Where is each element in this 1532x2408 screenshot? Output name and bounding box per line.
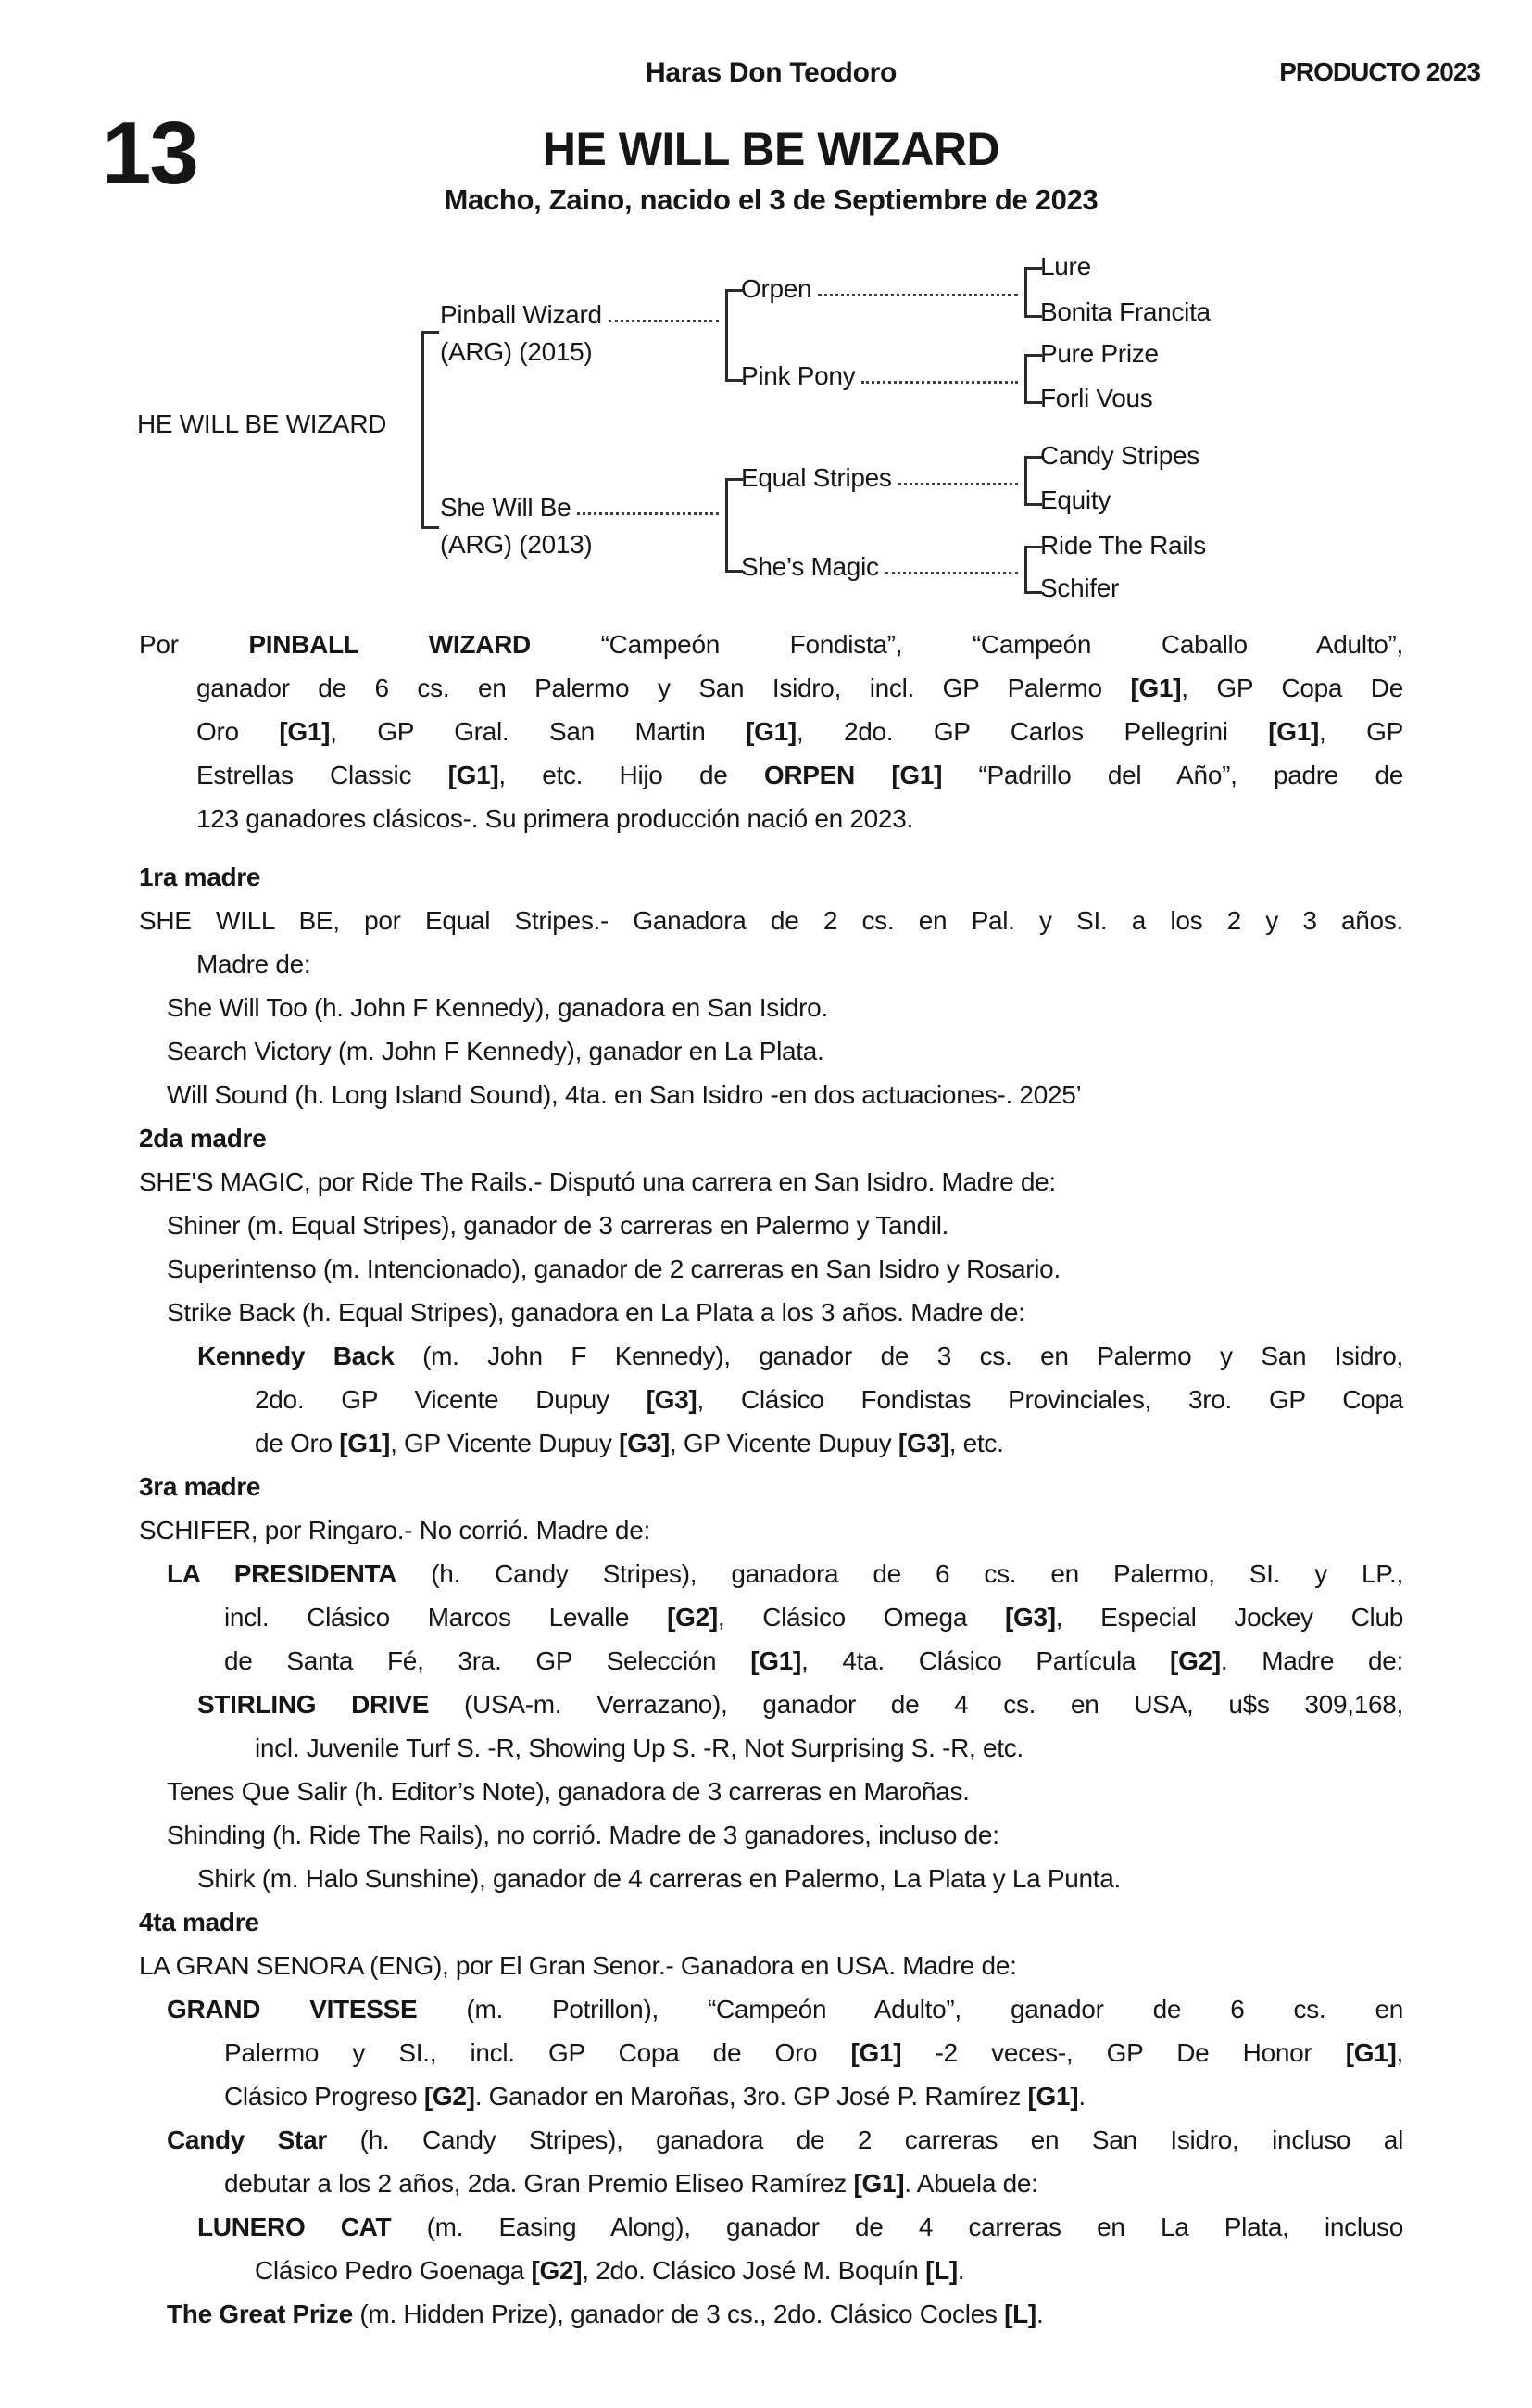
bold-text: [G2] [667, 1603, 718, 1632]
gen3-name: Forli Vous [1040, 384, 1153, 412]
text-segment: . Abuela de: [904, 2169, 1038, 2198]
dotted-leader [818, 294, 1018, 296]
dam-name: She Will Be [440, 493, 571, 522]
body-line [139, 1813, 1403, 1857]
sire-grandsire-name: Orpen [741, 274, 812, 303]
text-segment: Strike Back (h. Equal Stripes), ganadora en La Plata a los 3 años. Madre de: [167, 1298, 1025, 1327]
text-segment: (m. Easing Along), ganador de 4 carreras en La Plata, incluso [391, 2213, 1403, 2241]
body-line [139, 797, 1403, 840]
text-segment: Estrellas Classic [196, 761, 448, 789]
dotted-leader [609, 320, 719, 322]
text-segment: de Santa Fé, 3ra. GP Selección [224, 1646, 751, 1675]
sire-name: Pinball Wizard [440, 300, 602, 329]
tree-root-name: HE WILL BE WIZARD [137, 410, 387, 438]
text-segment: . Madre de: [1220, 1646, 1403, 1675]
text-segment: , 4ta. Clásico Partícula [801, 1646, 1171, 1675]
text-segment: Shinding (h. Ride The Rails), no corrió. Madre de 3 ganadores, incluso de: [167, 1821, 999, 1849]
text-segment: Oro [196, 717, 280, 746]
text-segment: Tenes Que Salir (h. Editor’s Note), ganadora de 3 carreras en Maroñas. [167, 1777, 970, 1806]
text-segment: “Padrillo del Año”, padre de [942, 761, 1403, 789]
sire-grandsire-row [741, 273, 1022, 305]
body-line [139, 1247, 1403, 1291]
body-line [139, 1421, 1403, 1465]
text-segment: “Campeón Fondista”, “Campeón Caballo Adulto”, [530, 630, 1403, 659]
bold-text: GRAND VITESSE [167, 1995, 418, 2023]
text-segment: (USA-m. Verrazano), ganador de 4 cs. en USA, u$s 309,168, [429, 1690, 1403, 1719]
body-line [139, 2118, 1403, 2162]
bold-text: The Great Prize [167, 2300, 353, 2328]
body-line [139, 1378, 1403, 1421]
bold-text: [G1] [853, 2169, 905, 2198]
body-line [139, 1726, 1403, 1770]
gen3-name: Pure Prize [1040, 339, 1159, 368]
dam-row [440, 489, 722, 526]
body-line [139, 1552, 1403, 1595]
text-segment: . [1078, 2082, 1086, 2111]
sire-granddam-row [741, 360, 1022, 392]
body-line [139, 1029, 1403, 1073]
section-heading: 4ta madre [139, 1908, 259, 1936]
bold-text: [G1] [850, 2038, 902, 2067]
pedigree-text [139, 623, 1403, 2336]
text-segment: Palermo y SI., incl. GP Copa de Oro [224, 2038, 851, 2067]
body-line [139, 666, 1403, 710]
bold-text: [L] [1004, 2300, 1036, 2328]
text-segment: . [957, 2256, 965, 2285]
section-heading: 3ra madre [139, 1472, 261, 1501]
gen3-name: Lure [1040, 252, 1091, 281]
dotted-leader [577, 512, 719, 515]
bold-text: LUNERO CAT [197, 2213, 392, 2241]
text-segment: Search Victory (m. John F Kennedy), ganador en La Plata. [167, 1037, 824, 1065]
text-segment: 123 ganadores clásicos-. Su primera producción nació en 2023. [196, 804, 913, 833]
bold-text: [G1] [339, 1429, 391, 1457]
bold-text: [L] [925, 2256, 958, 2285]
text-segment: , Clásico Omega [717, 1603, 1005, 1632]
text-segment: (m. Hidden Prize), ganador de 3 cs., 2do. Clásico Cocles [352, 2300, 1005, 2328]
dotted-leader [885, 572, 1018, 574]
gen3-name: Candy Stripes [1040, 441, 1199, 470]
bold-text: [G1] [1130, 674, 1182, 702]
dam-granddam-name: She’s Magic [741, 552, 879, 581]
text-segment: . Ganador en Maroñas, 3ro. GP José P. Ramírez [474, 2082, 1028, 2111]
body-line [139, 1857, 1403, 1900]
bold-text: [G3] [619, 1429, 670, 1457]
text-segment: (h. Candy Stripes), ganadora de 2 carreras en San Isidro, incluso al [326, 2125, 1403, 2154]
bold-text: [G2] [423, 2082, 475, 2111]
text-segment: SCHIFER, por Ringaro.- No corrió. Madre de: [139, 1516, 650, 1544]
text-segment: debutar a los 2 años, 2da. Gran Premio Eliseo Ramírez [224, 2169, 854, 2198]
bold-text: STIRLING DRIVE [197, 1690, 430, 1719]
text-segment: , GP Copa De [1181, 674, 1403, 702]
text-segment: Shirk (m. Halo Sunshine), ganador de 4 carreras en Palermo, La Plata y La Punta. [197, 1864, 1121, 1893]
text-segment: . [1036, 2300, 1044, 2328]
bold-text: [G2] [531, 2256, 583, 2285]
body-line [139, 2205, 1403, 2249]
body-line [139, 1770, 1403, 1813]
text-segment: , [1396, 2038, 1403, 2067]
sire-row [440, 296, 722, 334]
body-line [139, 1987, 1403, 2031]
section-heading: 1ra madre [139, 863, 261, 891]
bold-text: Kennedy Back [197, 1342, 395, 1370]
sire-block [440, 296, 722, 371]
text-segment: (m. Potrillon), “Campeón Adulto”, ganador de 6 cs. en [417, 1995, 1403, 2023]
text-segment: She Will Too (h. John F Kennedy), ganadora en San Isidro. [167, 993, 828, 1022]
dam-block [440, 489, 722, 563]
section-heading: 2da madre [139, 1124, 267, 1153]
text-segment: Madre de: [196, 950, 311, 978]
text-segment: , GP Gral. San Martin [330, 717, 747, 746]
sire-origin: (ARG) (2015) [440, 337, 593, 366]
text-segment: , GP Vicente Dupuy [669, 1429, 898, 1457]
bold-text: [G1] [1268, 717, 1320, 746]
text-segment: incl. Clásico Marcos Levalle [224, 1603, 668, 1632]
gen3-name: Bonita Francita [1040, 297, 1211, 326]
bold-text: [G3] [1004, 1603, 1056, 1632]
text-segment: , Especial Jockey Club [1055, 1603, 1403, 1632]
text-segment: Por [139, 630, 249, 659]
text-segment: LA GRAN SENORA (ENG), por El Gran Senor.- Ganadora en USA. Madre de: [139, 1951, 1017, 1980]
body-line [139, 2292, 1403, 2336]
text-segment: SHE'S MAGIC, por Ride The Rails.- Disputó una carrera en San Isidro. Madre de: [139, 1167, 1056, 1196]
bold-text: PINBALL WIZARD [248, 630, 531, 659]
bold-text: LA PRESIDENTA [167, 1559, 397, 1588]
body-line [139, 1160, 1403, 1204]
dotted-leader [861, 381, 1018, 384]
text-segment: (m. John F Kennedy), ganador de 3 cs. en Palermo y San Isidro, [394, 1342, 1403, 1370]
body-line [139, 1944, 1403, 1987]
text-segment: Will Sound (h. Long Island Sound), 4ta. en San Isidro -en dos actuaciones-. 2025’ [167, 1080, 1082, 1109]
body-line [139, 942, 1403, 986]
body-line [139, 1683, 1403, 1726]
text-segment: , GP Vicente Dupuy [390, 1429, 620, 1457]
body-line [139, 986, 1403, 1029]
bold-text: [G1] [1345, 2038, 1397, 2067]
lot-number: 13 [102, 104, 197, 203]
product-year-label: PRODUCTO 2023 [1279, 57, 1480, 86]
text-segment: incl. Juvenile Turf S. -R, Showing Up S. -R, Not Surprising S. -R, etc. [255, 1734, 1023, 1762]
text-segment: , 2do. Clásico José M. Boquín [582, 2256, 926, 2285]
body-line [139, 2162, 1403, 2205]
dam-granddam-row [741, 551, 1022, 583]
horse-description: Macho, Zaino, nacido el 3 de Septiembre de 2023 [444, 183, 1099, 216]
text-segment: , Clásico Fondistas Provinciales, 3ro. GP Copa [697, 1385, 1403, 1414]
text-segment: , 2do. GP Carlos Pellegrini [796, 717, 1269, 746]
text-segment: (h. Candy Stripes), ganadora de 6 cs. en Palermo, SI. y LP., [396, 1559, 1404, 1588]
bold-text: [G3] [646, 1385, 697, 1414]
body-line [139, 1291, 1403, 1334]
dotted-leader [898, 483, 1018, 485]
text-segment: , etc. Hijo de [498, 761, 764, 789]
bold-text: ORPEN [G1] [763, 761, 943, 789]
dam-grandsire-row [741, 462, 1022, 494]
bold-text: [G1] [750, 1646, 802, 1675]
body-line [139, 710, 1403, 753]
sire-granddam-name: Pink Pony [741, 361, 856, 390]
text-segment: Clásico Progreso [224, 2082, 424, 2111]
bold-text: [G1] [1027, 2082, 1079, 2111]
body-line [139, 2074, 1403, 2118]
text-segment: de Oro [255, 1429, 340, 1457]
gen3-name: Ride The Rails [1040, 531, 1206, 560]
bold-text: [G3] [898, 1429, 949, 1457]
body-line [139, 2249, 1403, 2292]
dam-origin: (ARG) (2013) [440, 530, 593, 559]
text-segment: 2do. GP Vicente Dupuy [255, 1385, 647, 1414]
horse-name-title: HE WILL BE WIZARD [542, 123, 1000, 175]
body-line [139, 1204, 1403, 1247]
bold-text: [G1] [746, 717, 797, 746]
body-line [139, 1595, 1403, 1639]
body-line [139, 899, 1403, 942]
text-segment: Shiner (m. Equal Stripes), ganador de 3 carreras en Palermo y Tandil. [167, 1211, 949, 1240]
gen3-name: Equity [1040, 485, 1111, 514]
bold-text: Candy Star [167, 2125, 327, 2154]
body-line [139, 1639, 1403, 1683]
body-line [139, 623, 1403, 666]
body-line [139, 2031, 1403, 2074]
text-segment: Superintenso (m. Intencionado), ganador de 2 carreras en San Isidro y Rosario. [167, 1254, 1061, 1283]
text-segment: SHE WILL BE, por Equal Stripes.- Ganadora de 2 cs. en Pal. y SI. a los 2 y 3 años. [139, 906, 1403, 935]
dam-grandsire-name: Equal Stripes [741, 463, 892, 492]
text-segment: -2 veces-, GP De Honor [901, 2038, 1346, 2067]
text-segment: , GP [1319, 717, 1403, 746]
body-line [139, 753, 1403, 797]
text-segment: ganador de 6 cs. en Palermo y San Isidro, incl. GP Palermo [196, 674, 1131, 702]
body-line [139, 1073, 1403, 1116]
bold-text: [G2] [1170, 1646, 1221, 1675]
bold-text: [G1] [279, 717, 331, 746]
farm-name: Haras Don Teodoro [645, 57, 898, 88]
text-segment: Clásico Pedro Goenaga [255, 2256, 532, 2285]
gen3-name: Schifer [1040, 574, 1120, 602]
text-segment: , etc. [948, 1429, 1004, 1457]
root-bracket [421, 331, 439, 529]
bold-text: [G1] [447, 761, 499, 789]
body-line [139, 1508, 1403, 1552]
body-line [139, 1334, 1403, 1378]
